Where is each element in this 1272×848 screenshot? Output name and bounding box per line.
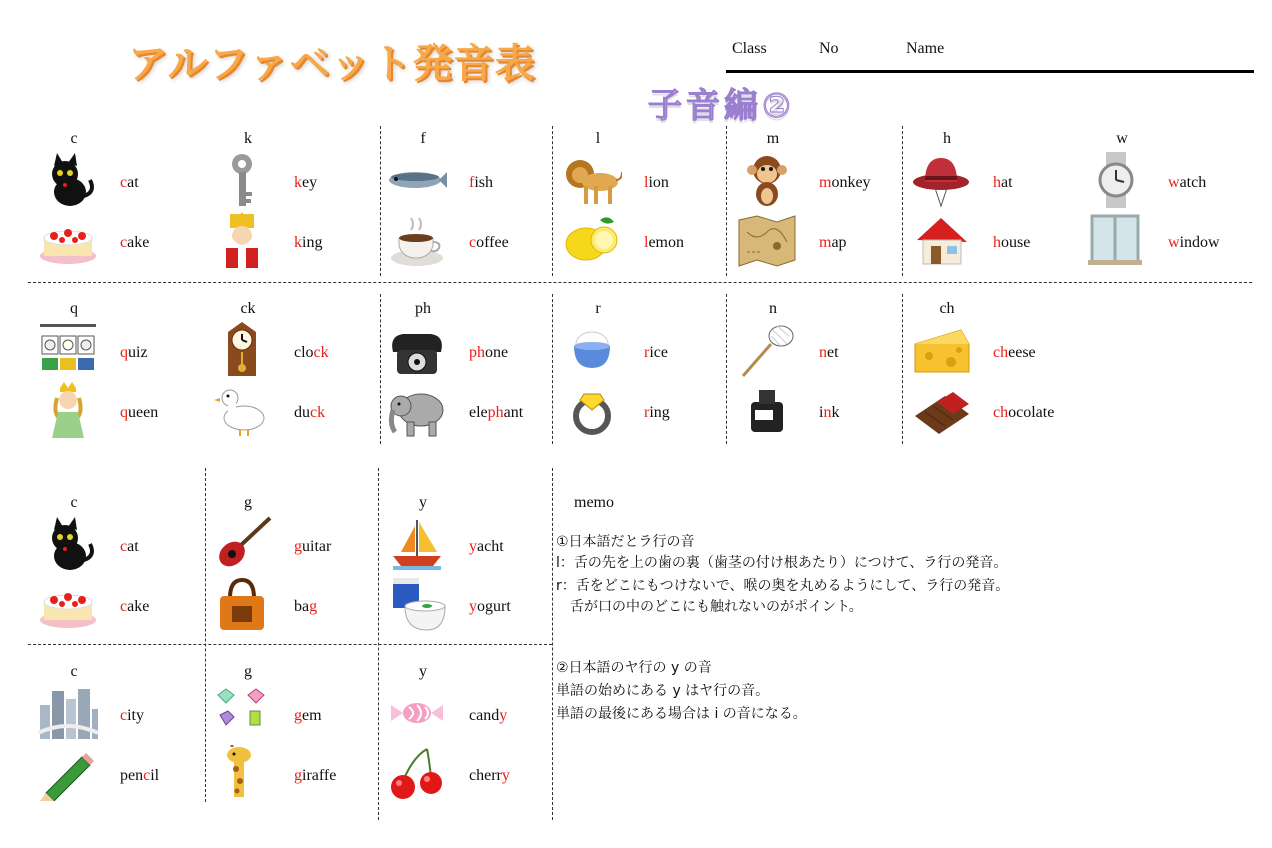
card-word: guitar xyxy=(294,538,332,555)
bag-icon xyxy=(212,576,272,636)
giraffe-icon xyxy=(212,745,272,805)
pencil-icon xyxy=(38,745,98,805)
divider xyxy=(902,126,903,276)
memo-line: 舌が口の中のどこにも触れないのがポイント。 xyxy=(556,599,863,615)
divider xyxy=(552,294,553,444)
card-letter: c xyxy=(70,663,78,680)
card-letter: g xyxy=(244,494,252,511)
card-word: clock xyxy=(294,344,329,361)
window-icon xyxy=(1086,212,1146,272)
divider xyxy=(902,294,903,444)
card-word: cat xyxy=(120,174,139,191)
card-letter: ph xyxy=(415,300,431,317)
card-word: hat xyxy=(993,174,1013,191)
king-icon xyxy=(212,212,272,272)
card-letter: y xyxy=(419,663,427,680)
monkey-icon xyxy=(737,152,797,212)
yogurt-icon xyxy=(387,576,447,636)
no-label: No xyxy=(819,40,839,57)
card-word: queen xyxy=(120,404,159,421)
memo-line: ②日本語のヤ行の y の音 xyxy=(556,660,712,676)
card-word: cherry xyxy=(469,767,510,784)
memo-title: memo xyxy=(574,494,614,511)
card-letter: c xyxy=(70,130,78,147)
card-word: lemon xyxy=(644,234,684,251)
card-word: cat xyxy=(120,538,139,555)
card-word: window xyxy=(1168,234,1220,251)
cheese-icon xyxy=(911,322,971,382)
chocolate-icon xyxy=(911,382,971,442)
coffee-icon xyxy=(387,212,447,272)
card-letter: r xyxy=(595,300,601,317)
card-word: watch xyxy=(1168,174,1207,191)
worksheet-subtitle: 子音編② xyxy=(648,86,795,126)
memo-line: ①日本語だとラ行の音 xyxy=(556,534,695,550)
card-letter: ck xyxy=(240,300,256,317)
card-word: cake xyxy=(120,598,150,615)
rice-icon xyxy=(562,322,622,382)
card-word: elephant xyxy=(469,404,524,421)
cake-icon xyxy=(38,576,98,636)
fish-icon xyxy=(387,152,447,212)
card-word: fish xyxy=(469,174,493,191)
guitar-icon xyxy=(212,516,272,576)
duck-icon xyxy=(212,382,272,442)
card-word: ring xyxy=(644,404,670,421)
ring-icon xyxy=(562,382,622,442)
divider xyxy=(726,126,727,276)
card-word: lion xyxy=(644,174,669,191)
card-word: phone xyxy=(469,344,509,361)
cat-icon xyxy=(38,152,98,212)
key-icon xyxy=(212,152,272,212)
map-icon xyxy=(737,212,797,272)
divider xyxy=(726,294,727,444)
class-label: Class xyxy=(732,40,767,57)
card-word: monkey xyxy=(819,174,871,191)
card-word: rice xyxy=(644,344,668,361)
card-word: yogurt xyxy=(469,598,511,615)
divider xyxy=(552,468,553,820)
card-letter: n xyxy=(769,300,777,317)
elephant-icon xyxy=(387,382,447,442)
card-word: yacht xyxy=(469,538,504,555)
cherry-icon xyxy=(387,745,447,805)
card-letter: q xyxy=(70,300,78,317)
name-underline xyxy=(726,70,1254,73)
card-word: pencil xyxy=(120,767,160,784)
ink-icon xyxy=(737,382,797,442)
card-word: city xyxy=(120,707,144,724)
card-letter: y xyxy=(419,494,427,511)
worksheet-title: アルファベット発音表 xyxy=(128,41,536,87)
card-word: quiz xyxy=(120,344,148,361)
yacht-icon xyxy=(387,516,447,576)
card-letter: l xyxy=(595,130,601,147)
lemon-icon xyxy=(562,212,622,272)
divider xyxy=(380,126,381,276)
clock-icon xyxy=(212,322,272,382)
card-letter: w xyxy=(1116,130,1128,147)
divider xyxy=(552,126,553,276)
watch-icon xyxy=(1086,152,1146,212)
phone-icon xyxy=(387,322,447,382)
card-word: net xyxy=(819,344,839,361)
card-word: bag xyxy=(294,598,318,615)
candy-icon xyxy=(387,685,447,745)
card-word: cheese xyxy=(993,344,1036,361)
card-word: key xyxy=(294,174,318,191)
memo-line: 単語の最後にある場合は i の音になる。 xyxy=(556,706,807,722)
card-word: cake xyxy=(120,234,150,251)
card-word: map xyxy=(819,234,847,251)
city-icon xyxy=(38,685,98,745)
card-word: duck xyxy=(294,404,326,421)
card-letter: ch xyxy=(939,300,955,317)
quiz-icon xyxy=(38,322,98,382)
card-word: giraffe xyxy=(294,767,337,784)
cat-icon xyxy=(38,516,98,576)
queen-icon xyxy=(38,382,98,442)
house-icon xyxy=(911,212,971,272)
card-word: king xyxy=(294,234,323,251)
card-letter: g xyxy=(244,663,252,680)
divider xyxy=(380,294,381,444)
net-icon xyxy=(737,322,797,382)
card-letter: k xyxy=(244,130,252,147)
memo-line: 単語の始めにある y はヤ行の音。 xyxy=(556,683,770,699)
card-word: coffee xyxy=(469,234,509,251)
memo-line: l：舌の先を上の歯の裏（歯茎の付け根あたり）につけて、ラ行の発音。 xyxy=(556,555,1008,571)
divider xyxy=(28,282,1252,283)
name-label: Name xyxy=(906,40,945,57)
card-word: chocolate xyxy=(993,404,1055,421)
cake-icon xyxy=(38,212,98,272)
divider xyxy=(205,468,206,802)
gem-icon xyxy=(212,685,272,745)
memo-line: r：舌をどこにもつけないで、喉の奥を丸めるようにして、ラ行の発音。 xyxy=(556,578,1010,594)
lion-icon xyxy=(562,152,622,212)
card-letter: c xyxy=(70,494,78,511)
card-word: gem xyxy=(294,707,322,724)
card-letter: m xyxy=(766,130,780,147)
hat-icon xyxy=(911,152,971,212)
card-letter: h xyxy=(943,130,951,147)
card-word: candy xyxy=(469,707,508,724)
card-word: house xyxy=(993,234,1031,251)
card-letter: f xyxy=(420,130,426,147)
card-word: ink xyxy=(819,404,840,421)
divider xyxy=(28,644,552,645)
